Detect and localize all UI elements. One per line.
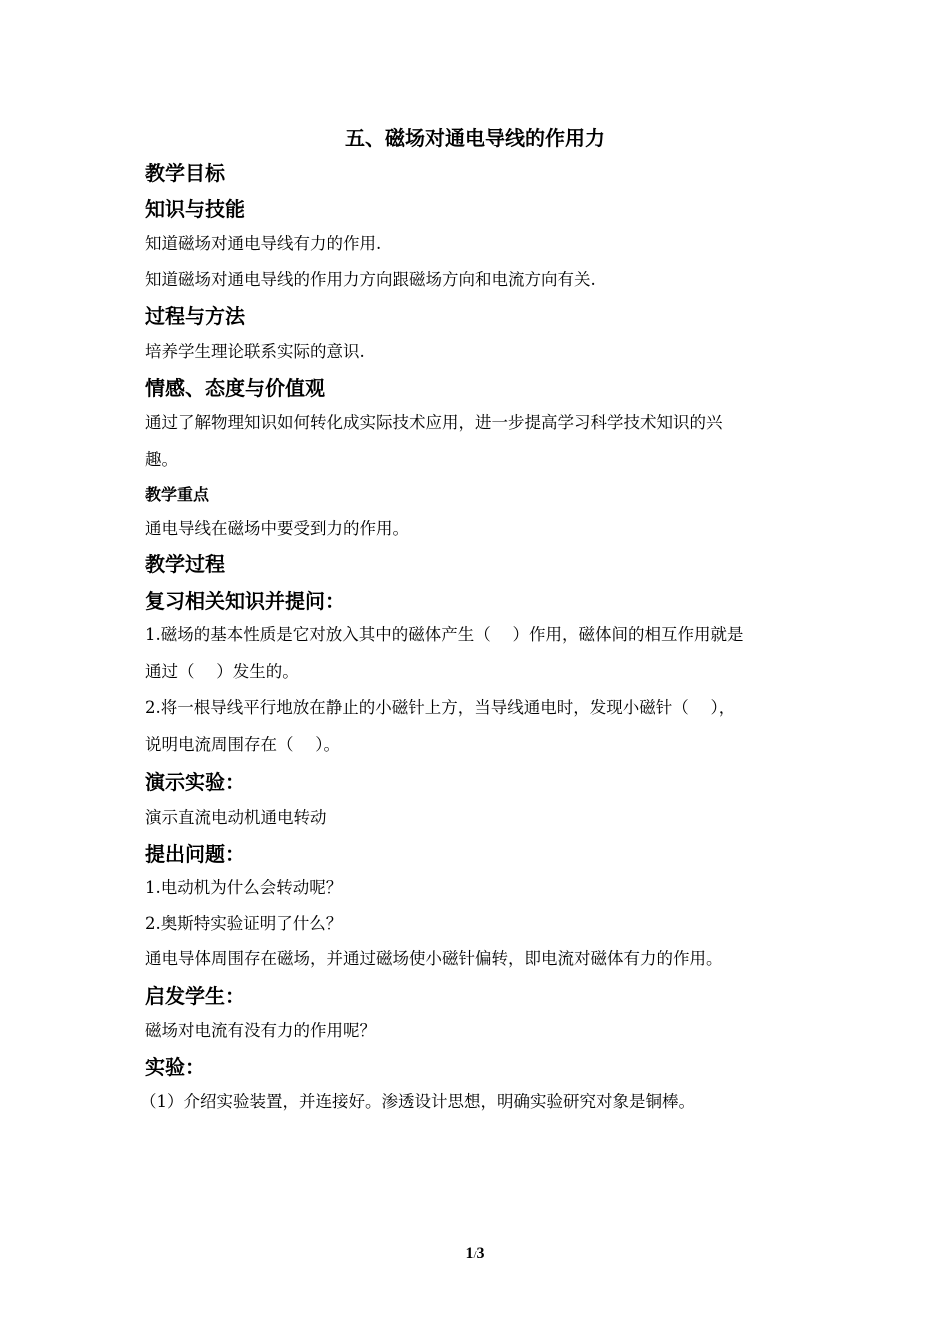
paragraph-line: 2.奥斯特实验证明了什么？ (145, 914, 343, 933)
paragraph-line: 知道磁场对通电导线的作用力方向跟磁场方向和电流方向有关. (145, 270, 596, 289)
paragraph-line: 演示直流电动机通电转动 (145, 808, 327, 827)
paragraph-line: 知道磁场对通电导线有力的作用. (145, 234, 382, 253)
heading-demo-experiment: 演示实验： (145, 770, 245, 794)
paragraph-line: 磁场对电流有没有力的作用呢？ (145, 1021, 376, 1040)
document-title: 五、磁场对通电导线的作用力 (345, 126, 605, 150)
heading-teaching-goals: 教学目标 (145, 161, 225, 185)
heading-teaching-focus: 教学重点 (145, 485, 210, 504)
current-page-number: 1 (465, 1245, 474, 1262)
heading-knowledge-skills: 知识与技能 (145, 197, 245, 221)
paragraph-line: 通电导线在磁场中要受到力的作用。 (145, 519, 409, 538)
paragraph-line: 通过（ ）发生的。 (145, 662, 299, 681)
heading-emotion-values: 情感、态度与价值观 (145, 376, 325, 400)
heading-review-questions: 复习相关知识并提问： (145, 589, 345, 613)
paragraph-line: 通电导体周围存在磁场，并通过磁场使小磁针偏转，即电流对磁体有力的作用。 (145, 949, 723, 968)
paragraph-line: 说明电流周围存在（ ）。 (145, 735, 340, 754)
heading-inspire-students: 启发学生： (145, 984, 245, 1008)
heading-raise-questions: 提出问题： (145, 842, 245, 866)
page-number (0, 1243, 950, 1266)
paragraph-line: 趣。 (145, 450, 178, 469)
page-separator: / (473, 1249, 477, 1261)
paragraph-line: 1.电动机为什么会转动呢？ (145, 878, 343, 897)
paragraph-line: 培养学生理论联系实际的意识. (145, 342, 365, 361)
total-pages-number: 3 (476, 1245, 485, 1262)
paragraph-line: （1）介绍实验装置，并连接好。渗透设计思想，明确实验研究对象是铜棒。 (140, 1092, 695, 1111)
paragraph-line: 2.将一根导线平行地放在静止的小磁针上方，当导线通电时，发现小磁针（ ）， (145, 698, 736, 717)
paragraph-line: 1.磁场的基本性质是它对放入其中的磁体产生（ ）作用，磁体间的相互作用就是 (145, 625, 744, 644)
paragraph-line: 通过了解物理知识如何转化成实际技术应用，进一步提高学习科学技术知识的兴 (145, 413, 723, 432)
heading-process-methods: 过程与方法 (145, 304, 245, 328)
heading-teaching-process: 教学过程 (145, 552, 225, 576)
heading-experiment: 实验： (145, 1055, 205, 1079)
